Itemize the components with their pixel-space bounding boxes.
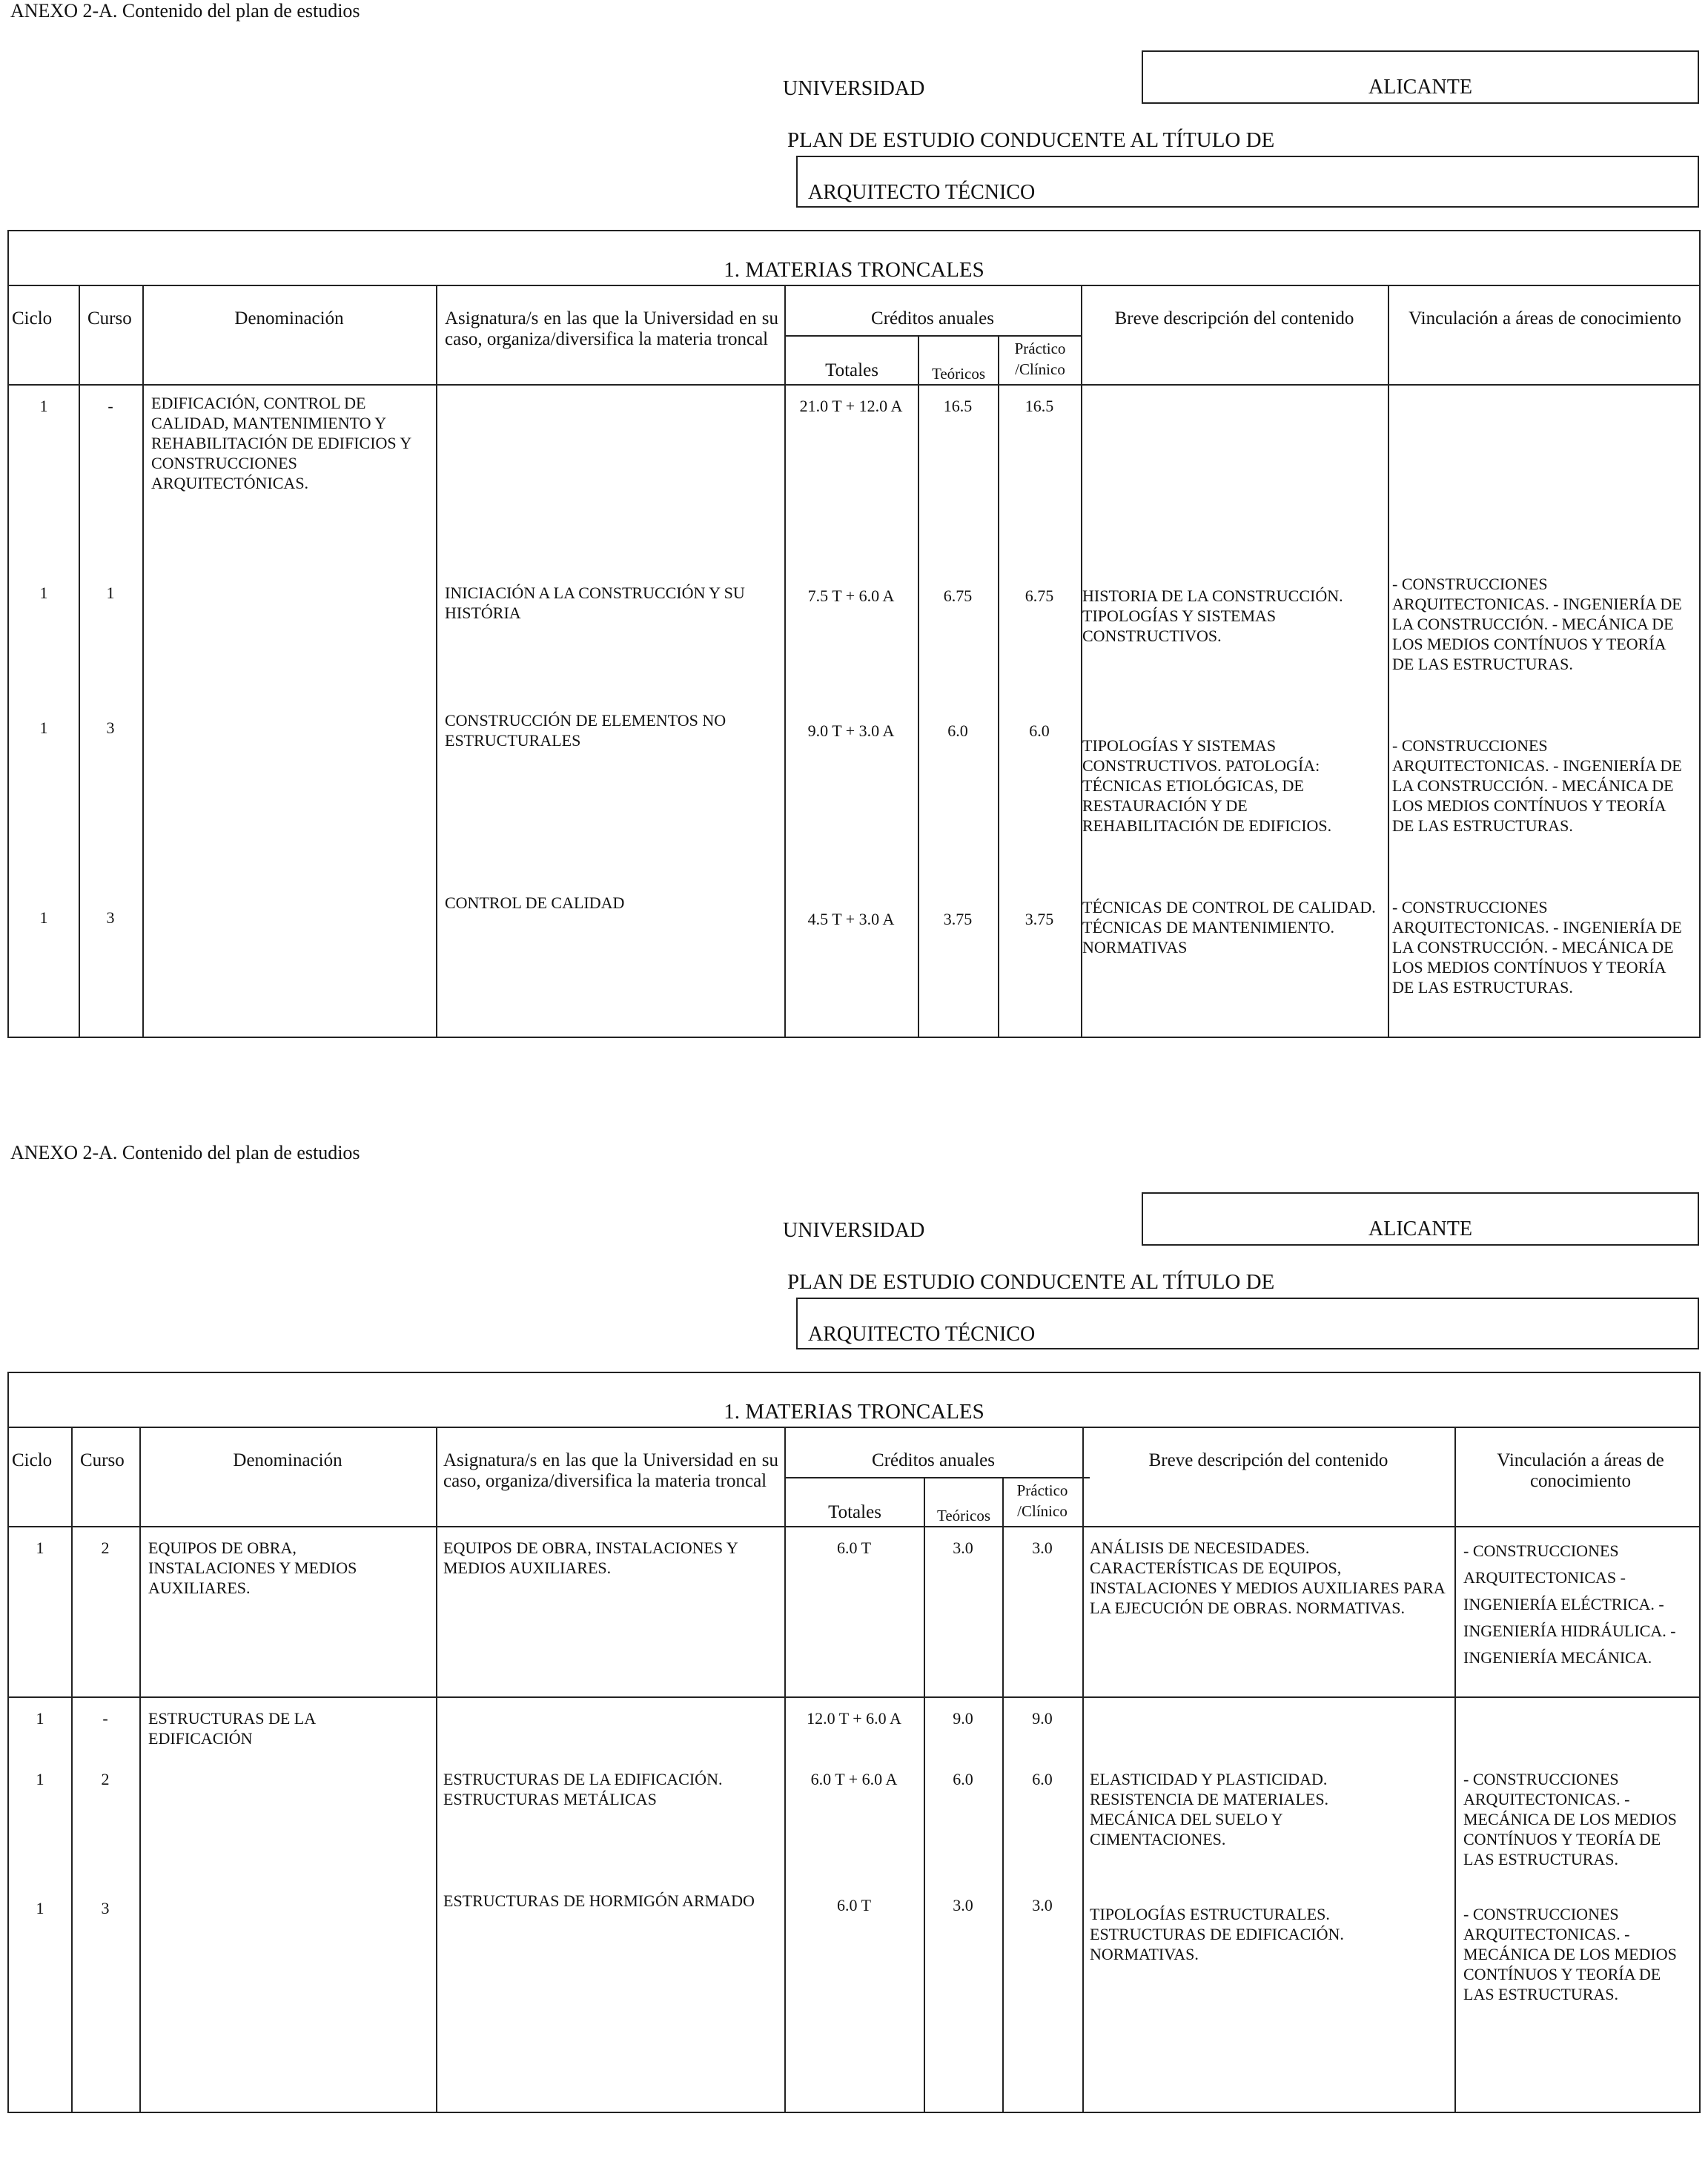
plan-label: PLAN DE ESTUDIO CONDUCENTE AL TÍTULO DE — [787, 128, 1275, 152]
cell-descripcion: TIPOLOGÍAS ESTRUCTURALES. ESTRUCTURAS DE EDIFICACIÓN. NORMATIVAS. — [1090, 1905, 1344, 1963]
section-title: 1. MATERIAS TRONCALES — [724, 1400, 984, 1424]
cell-curso: 3 — [106, 908, 115, 927]
cell-totales: 7.5 T + 6.0 A — [807, 586, 895, 605]
cell-teoricos: 3.0 — [953, 1896, 973, 1914]
cell-practicos: 16.5 — [1025, 397, 1054, 415]
cell-practicos: 9.0 — [1032, 1709, 1053, 1728]
universidad-value: ALICANTE — [1368, 1217, 1472, 1240]
header-creditos: Créditos anuales — [871, 308, 994, 328]
cell-descripcion: TIPOLOGÍAS Y SISTEMAS CONSTRUCTIVOS. PATOLOGÍA: TÉCNICAS ETIOLÓGICAS, DE RESTAURACIÓN Y DE REHABILITACIÓN DE EDIFICIOS. — [1082, 736, 1332, 835]
titulo-box — [796, 1298, 1699, 1349]
universidad-label: UNIVERSIDAD — [783, 77, 925, 100]
cell-teoricos: 3.75 — [943, 910, 973, 928]
cell-totales: 6.0 T + 6.0 A — [810, 1770, 898, 1788]
cell-practicos: 3.0 — [1032, 1896, 1053, 1914]
cell-practicos: 6.75 — [1025, 586, 1054, 605]
cell-totales: 6.0 T — [836, 1896, 872, 1914]
cell-denominacion: EDIFICACIÓN, CONTROL DE CALIDAD, MANTENIMIENTO Y REHABILITACIÓN DE EDIFICIOS Y CONSTRUCCIONES ARQUITECTÓNICAS. — [151, 394, 411, 492]
cell-ciclo: 1 — [36, 1770, 44, 1788]
cell-totales: 4.5 T + 3.0 A — [807, 910, 895, 928]
cell-teoricos: 6.0 — [953, 1770, 973, 1788]
universidad-box — [1142, 1192, 1699, 1246]
cell-ciclo: 1 — [39, 584, 48, 602]
document-page-2 — [0, 1142, 1708, 2171]
cell-totales: 12.0 T + 6.0 A — [807, 1709, 901, 1728]
header-denominacion: Denominación — [233, 1450, 342, 1470]
cell-descripcion: ELASTICIDAD Y PLASTICIDAD. RESISTENCIA DE MATERIALES. MECÁNICA DEL SUELO Y CIMENTACIONES. — [1090, 1770, 1329, 1848]
header-curso: Curso — [80, 1450, 125, 1470]
cell-ciclo: 1 — [36, 1709, 44, 1728]
universidad-box — [1142, 50, 1699, 104]
cell-teoricos: 3.0 — [953, 1539, 973, 1557]
plan-label: PLAN DE ESTUDIO CONDUCENTE AL TÍTULO DE — [787, 1270, 1275, 1294]
titulo-box — [796, 156, 1699, 208]
header-totales: Totales — [825, 360, 878, 380]
anexo-heading: ANEXO 2-A. Contenido del plan de estudios — [10, 1142, 360, 1163]
cell-asignatura: CONSTRUCCIÓN DE ELEMENTOS NO ESTRUCTURALES — [445, 711, 726, 750]
header-teoricos: Teóricos — [936, 1507, 990, 1524]
cell-asignatura: ESTRUCTURAS DE LA EDIFICACIÓN. ESTRUCTURAS METÁLICAS — [443, 1770, 723, 1808]
header-asignatura: Asignatura/s en las que la Universidad en su caso, organiza/diversifica la materia troncal — [443, 1450, 778, 1491]
header-ciclo: Ciclo — [12, 1450, 53, 1470]
cell-teoricos: 16.5 — [943, 397, 973, 415]
header-asignatura: Asignatura/s en las que la Universidad en su caso, organiza/diversifica la materia troncal — [445, 308, 778, 349]
header-denominacion: Denominación — [234, 308, 344, 328]
header-curso: Curso — [87, 308, 132, 328]
document-page-1 — [0, 0, 1708, 1029]
header-teoricos: Teóricos — [931, 365, 985, 383]
cell-asignatura: EQUIPOS DE OBRA, INSTALACIONES Y MEDIOS AUXILIARES. — [443, 1539, 738, 1577]
cell-descripcion: HISTORIA DE LA CONSTRUCCIÓN. TIPOLOGÍAS Y SISTEMAS CONSTRUCTIVOS. — [1082, 586, 1343, 645]
cell-curso: - — [107, 397, 113, 415]
header-practico: Práctico /Clínico — [1016, 1481, 1068, 1520]
materias-table — [7, 230, 1701, 1038]
header-ciclo: Ciclo — [12, 308, 53, 328]
header-practico: Práctico /Clínico — [1014, 340, 1066, 378]
cell-practicos: 6.0 — [1029, 721, 1050, 740]
cell-asignatura: ESTRUCTURAS DE HORMIGÓN ARMADO — [443, 1891, 755, 1910]
cell-ciclo: 1 — [39, 397, 48, 415]
cell-descripcion: TÉCNICAS DE CONTROL DE CALIDAD. TÉCNICAS DE MANTENIMIENTO. NORMATIVAS — [1082, 898, 1376, 956]
cell-denominacion: EQUIPOS DE OBRA, INSTALACIONES Y MEDIOS AUXILIARES. — [148, 1539, 357, 1597]
cell-practicos: 6.0 — [1032, 1770, 1053, 1788]
header-vinculacion: Vinculación a áreas de conocimiento — [1409, 308, 1681, 328]
header-creditos: Créditos anuales — [872, 1450, 995, 1470]
cell-asignatura: CONTROL DE CALIDAD — [445, 893, 625, 912]
cell-totales: 9.0 T + 3.0 A — [807, 721, 895, 740]
cell-ciclo: 1 — [36, 1899, 44, 1917]
cell-curso: 3 — [106, 718, 115, 737]
cell-practicos: 3.75 — [1025, 910, 1054, 928]
cell-ciclo: 1 — [36, 1539, 44, 1557]
header-vinculacion: Vinculación a áreas de conocimiento — [1497, 1450, 1664, 1491]
cell-curso: 2 — [101, 1770, 110, 1788]
section-title: 1. MATERIAS TRONCALES — [724, 258, 984, 282]
cell-teoricos: 9.0 — [953, 1709, 973, 1728]
cell-totales: 6.0 T — [836, 1539, 872, 1557]
anexo-heading: ANEXO 2-A. Contenido del plan de estudios — [10, 0, 360, 22]
cell-totales: 21.0 T + 12.0 A — [799, 397, 903, 415]
cell-descripcion: ANÁLISIS DE NECESIDADES. CARACTERÍSTICAS DE EQUIPOS, INSTALACIONES Y MEDIOS AUXILIARES PARA LA EJECUCIÓN DE OBRAS. NORMATIVAS. — [1090, 1539, 1445, 1617]
cell-ciclo: 1 — [39, 908, 48, 927]
header-descripcion: Breve descripción del contenido — [1114, 308, 1354, 328]
cell-curso: - — [102, 1709, 108, 1728]
cell-vinculacion: - CONSTRUCCIONES ARQUITECTONICAS. - INGENIERÍA DE LA CONSTRUCCIÓN. - MECÁNICA DE LOS MEDIOS CONTÍNUOS Y TEORÍA DE LAS ESTRUCTURAS. — [1392, 575, 1682, 673]
cell-ciclo: 1 — [39, 718, 48, 737]
cell-practicos: 3.0 — [1032, 1539, 1053, 1557]
cell-asignatura: INICIACIÓN A LA CONSTRUCCIÓN Y SU HISTÓRIA — [445, 584, 745, 622]
cell-vinculacion: - CONSTRUCCIONES ARQUITECTONICAS. - MECÁNICA DE LOS MEDIOS CONTÍNUOS Y TEORÍA DE LAS ESTRUCTURAS. — [1463, 1770, 1677, 1868]
cell-denominacion: ESTRUCTURAS DE LA EDIFICACIÓN — [148, 1709, 315, 1748]
cell-vinculacion: - CONSTRUCCIONES ARQUITECTONICAS. - INGENIERÍA DE LA CONSTRUCCIÓN. - MECÁNICA DE LOS MEDIOS CONTÍNUOS Y TEORÍA DE LAS ESTRUCTURAS. — [1392, 898, 1682, 997]
cell-vinculacion: - CONSTRUCCIONES ARQUITECTONICAS. - MECÁNICA DE LOS MEDIOS CONTÍNUOS Y TEORÍA DE LAS ESTRUCTURAS. — [1463, 1905, 1677, 2003]
cell-curso: 1 — [106, 584, 115, 602]
materias-table — [7, 1372, 1701, 2113]
universidad-value: ALICANTE — [1368, 76, 1472, 99]
cell-teoricos: 6.75 — [943, 586, 973, 605]
universidad-label: UNIVERSIDAD — [783, 1219, 925, 1242]
header-descripcion: Breve descripción del contenido — [1148, 1450, 1388, 1470]
cell-teoricos: 6.0 — [947, 721, 968, 740]
cell-curso: 3 — [101, 1899, 110, 1917]
cell-curso: 2 — [101, 1539, 110, 1557]
titulo-value: ARQUITECTO TÉCNICO — [808, 1323, 1036, 1346]
titulo-value: ARQUITECTO TÉCNICO — [808, 181, 1036, 204]
header-totales: Totales — [828, 1502, 881, 1522]
cell-vinculacion: - CONSTRUCCIONES ARQUITECTONICAS. - INGENIERÍA DE LA CONSTRUCCIÓN. - MECÁNICA DE LOS MEDIOS CONTÍNUOS Y TEORÍA DE LAS ESTRUCTURAS. — [1392, 736, 1682, 835]
cell-vinculacion: - CONSTRUCCIONES ARQUITECTONICAS - INGENIERÍA ELÉCTRICA. - INGENIERÍA HIDRÁULICA. - INGENIERÍA MECÁNICA. — [1463, 1541, 1676, 1667]
